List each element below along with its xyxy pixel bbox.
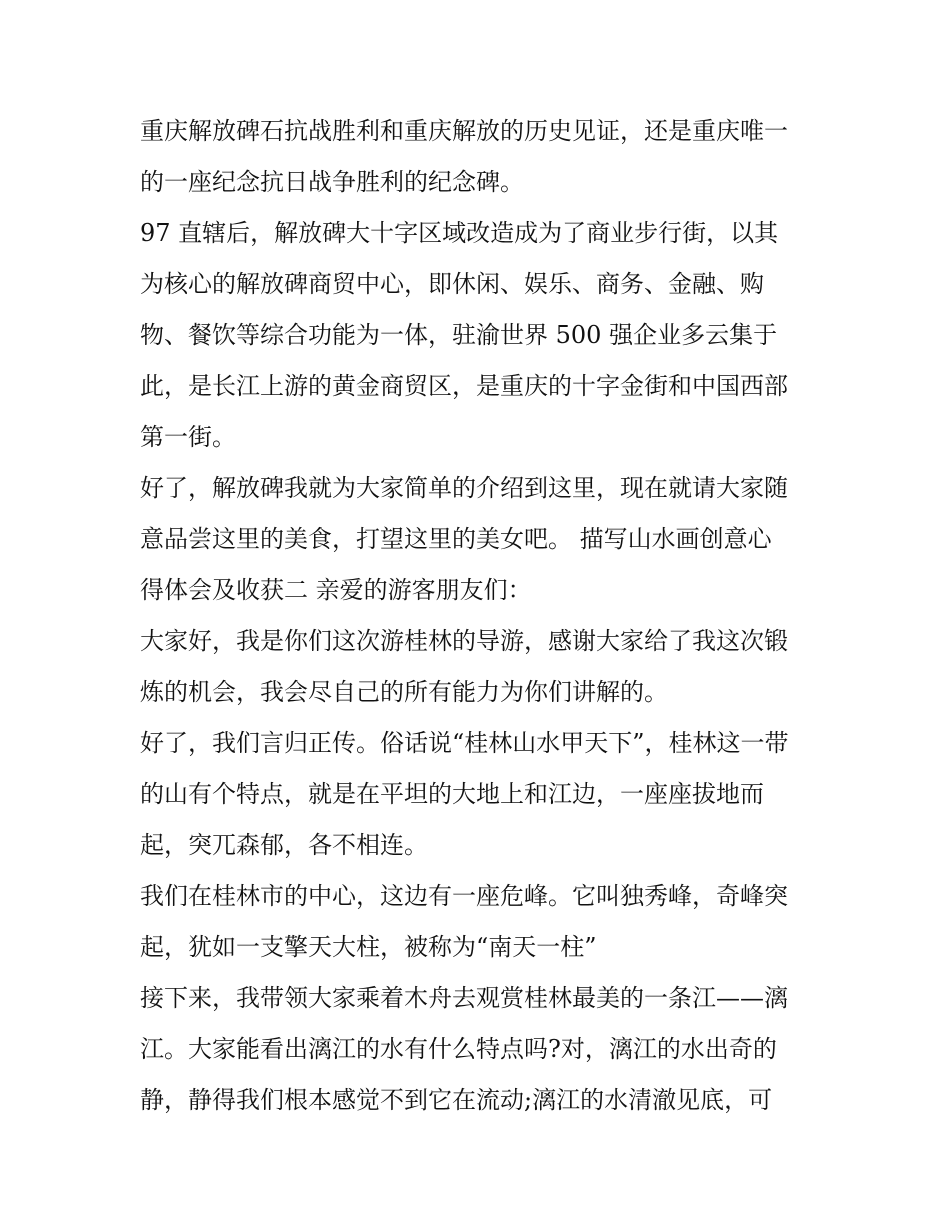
text-line: 此，是长江上游的黄金商贸区，是重庆的十字金街和中国西部	[140, 372, 788, 400]
text-line: 意品尝这里的美食，打望这里的美女吧。 描写山水画创意心	[140, 525, 772, 553]
text-line: 好了，我们言归正传。俗话说“桂林山水甲天下”，桂林这一带	[140, 729, 789, 757]
text-line: 的一座纪念抗日战争胜利的纪念碑。	[140, 168, 524, 196]
text-line: 重庆解放碑石抗战胜利和重庆解放的历史见证，还是重庆唯一	[140, 117, 788, 145]
text-line: 97 直辖后，解放碑大十字区域改造成为了商业步行街，以其	[140, 219, 779, 247]
text-line: 我们在桂林市的中心，这边有一座危峰。它叫独秀峰，奇峰突	[140, 882, 788, 910]
text-line: 炼的机会，我会尽自己的所有能力为你们讲解的。	[140, 678, 668, 706]
text-line: 大家好，我是你们这次游桂林的导游，感谢大家给了我这次锻	[140, 627, 788, 655]
text-line: 得体会及收获二 亲爱的游客朋友们：	[140, 576, 532, 604]
text-line: 物、餐饮等综合功能为一体，驻渝世界 500 强企业多云集于	[140, 321, 778, 349]
text-line: 接下来，我带领大家乘着木舟去观赏桂林最美的一条江——漓	[140, 984, 788, 1012]
text-line: 江。大家能看出漓江的水有什么特点吗?对，漓江的水出奇的	[140, 1035, 777, 1063]
text-line: 起，犹如一支擎天大柱，被称为“南天一柱”	[140, 933, 597, 961]
text-line: 好了，解放碑我就为大家简单的介绍到这里，现在就请大家随	[140, 474, 788, 502]
text-line: 的山有个特点，就是在平坦的大地上和江边，一座座拔地而	[140, 780, 764, 808]
text-line: 静，静得我们根本感觉不到它在流动;漓江的水清澈见底，可	[140, 1086, 773, 1114]
body-text	[140, 106, 830, 1126]
text-line: 为核心的解放碑商贸中心，即休闲、娱乐、商务、金融、购	[140, 270, 764, 298]
text-line: 起，突兀森郁，各不相连。	[140, 831, 428, 859]
text-line: 第一街。	[140, 423, 236, 451]
